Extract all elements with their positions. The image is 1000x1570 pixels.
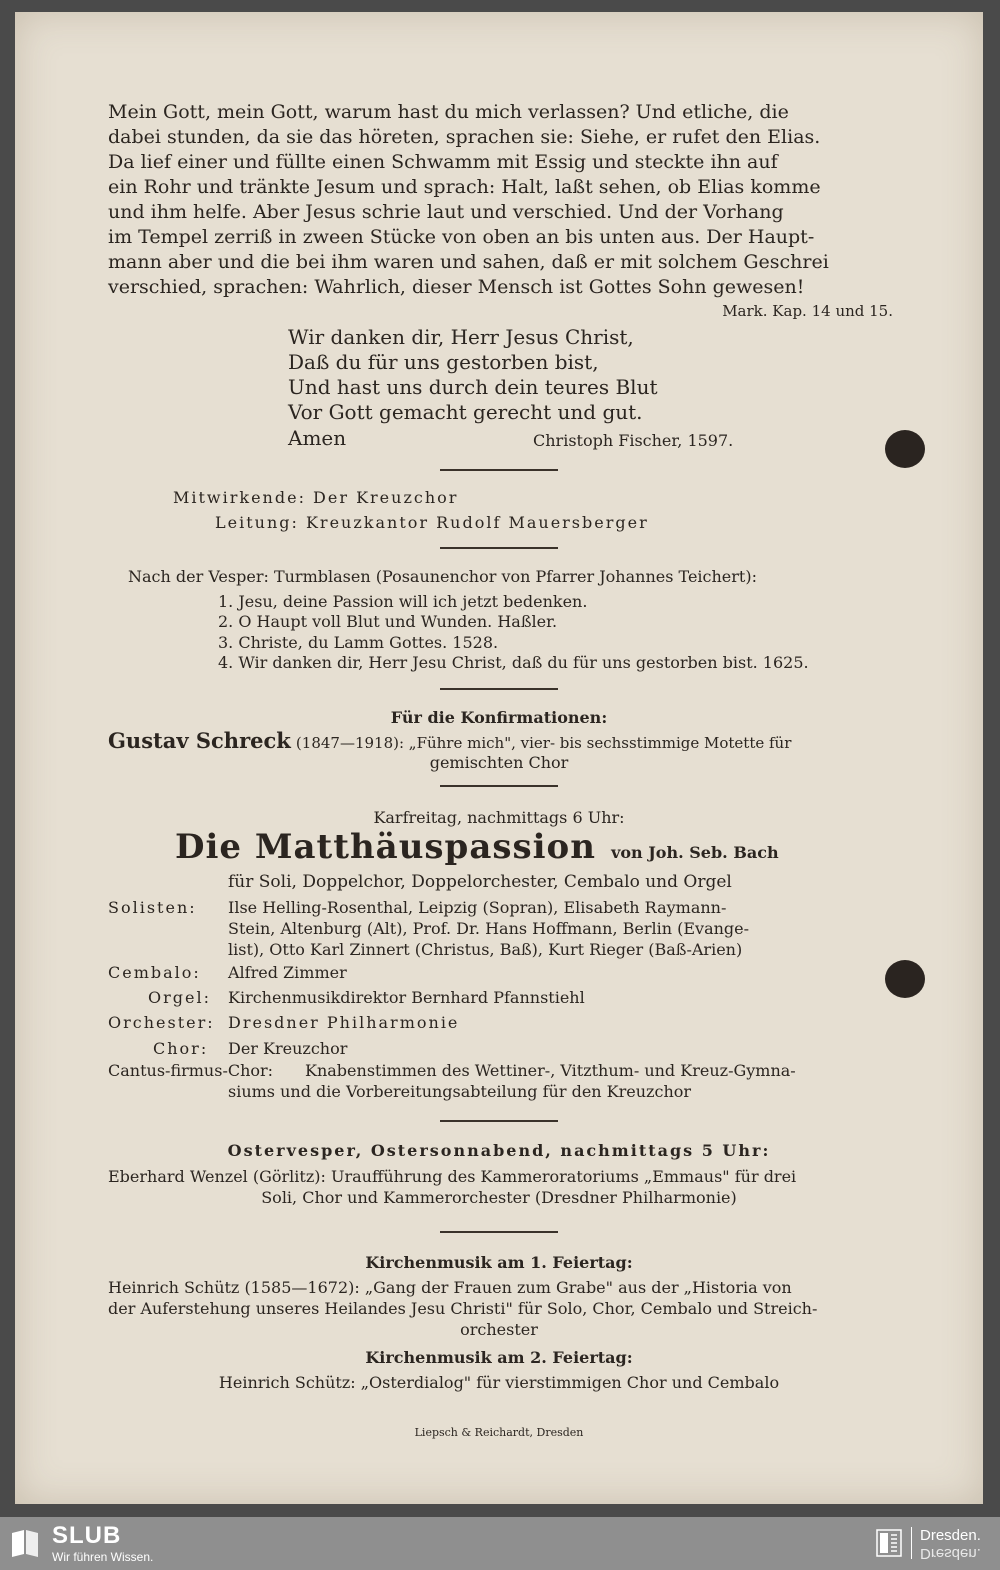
tower-item: 3. Christe, du Lamm Gottes. 1528. [218,633,499,652]
footer-bar [0,1517,1000,1570]
cantus-line: Knabenstimmen des Wettiner-, Vitzthum- und Kreuz-Gymna- [305,1061,796,1080]
holiday2-line: Heinrich Schütz: „Osterdialog" für vierstimmigen Chor und Cembalo [218,1373,780,1392]
tower-heading: Nach der Vesper: Turmblasen (Posaunenchor von Pfarrer Johannes Teichert): [128,567,757,586]
dresden-label: Dresden. [920,1527,981,1544]
hymn-author: Christoph Fischer, 1597. [533,431,734,450]
orchestra-label: Orchester: [108,1013,215,1032]
divider [440,547,558,549]
holiday1-heading: Kirchenmusik am 1. Feiertag: [365,1253,633,1272]
hymn-line: Wir danken dir, Herr Jesus Christ, [288,325,634,349]
hymn-line: Daß du für uns gestorben bist, [288,350,599,374]
holiday1-line: Heinrich Schütz (1585—1672): „Gang der Frauen zum Grabe" aus der „Historia von [108,1278,792,1297]
easter-vesper-line: Soli, Chor und Kammerorchester (Dresdner Philharmonie) [261,1188,737,1207]
easter-vesper-line: Eberhard Wenzel (Görlitz): Uraufführung des Kammeroratoriums „Emmaus" für drei [108,1167,797,1186]
cembalo-label: Cembalo: [108,963,201,982]
document-page [15,12,983,1504]
divider [440,688,558,690]
tower-item: 4. Wir danken dir, Herr Jesu Christ, daß du für uns gestorben bist. 1625. [218,653,809,672]
footer-separator [911,1527,912,1559]
holiday2-heading: Kirchenmusik am 2. Feiertag: [365,1348,633,1367]
passion-scoring: für Soli, Doppelchor, Doppelorchester, Cembalo und Orgel [228,872,732,892]
cembalo-value: Alfred Zimmer [228,963,347,982]
organ-value: Kirchenmusikdirektor Bernhard Pfannstiehl [228,988,585,1007]
confirmation-line [108,728,791,754]
soloists-label: Solisten: [108,898,197,917]
participants-line: Mitwirkende: Der Kreuzchor [173,488,459,507]
gospel-line: und ihm helfe. Aber Jesus schrie laut und verschied. Und der Vorhang [108,201,784,223]
composer-name: Gustav Schreck [108,728,291,753]
composer-work: (1847—1918): „Führe mich", vier- bis sechsstimmige Motette für [295,734,792,752]
gospel-line: ein Rohr und tränkte Jesum und sprach: Halt, laßt sehen, ob Elias komme [108,176,821,198]
punch-hole [885,960,925,998]
confirmation-line2: gemischten Chor [429,753,569,772]
gospel-line: dabei stunden, da sie das höreten, sprachen sie: Siehe, er rufet den Elias. [108,126,821,148]
gospel-line: im Tempel zerriß in zween Stücke von oben an bis unten aus. Der Haupt- [108,226,815,248]
divider [440,1120,558,1122]
soloists-line: Stein, Altenburg (Alt), Prof. Dr. Hans Hoffmann, Berlin (Evange- [228,919,750,938]
gospel-line: Mein Gott, mein Gott, warum hast du mich verlassen? Und etliche, die [108,101,789,123]
hymn-amen: Amen [288,426,347,450]
divider [440,785,558,787]
confirmation-heading: Für die Konfirmationen: [390,708,608,727]
slub-brand[interactable]: SLUB [52,1522,122,1549]
cantus-line: siums und die Vorbereitungsabteilung für den Kreuzchor [228,1082,692,1101]
tower-item: 1. Jesu, deine Passion will ich jetzt bedenken. [218,592,588,611]
slub-tagline: Wir führen Wissen. [52,1550,154,1564]
soloists-line: list), Otto Karl Zinnert (Christus, Baß), Kurt Rieger (Baß-Arien) [228,940,743,959]
passion-composer: von Joh. Seb. Bach [611,843,779,862]
holiday1-line: der Auferstehung unseres Heilandes Jesu Christi" für Solo, Chor, Cembalo und Streich- [108,1299,818,1318]
gospel-line: Da lief einer und füllte einen Schwamm mit Essig und steckte ihn auf [108,151,778,173]
printer-imprint: Liepsch & Reichardt, Dresden [414,1426,584,1439]
gospel-line: verschied, sprachen: Wahrlich, dieser Mensch ist Gottes Sohn gewesen! [108,276,805,298]
conductor-line: Leitung: Kreuzkantor Rudolf Mauersberger [215,513,649,532]
goodfriday-heading: Karfreitag, nachmittags 6 Uhr: [373,808,625,827]
dresden-label-mirrored: Dresden. [920,1545,981,1562]
divider [440,469,558,471]
tower-item: 2. O Haupt voll Blut und Wunden. Haßler. [218,612,558,631]
soloists-line: Ilse Helling-Rosenthal, Leipzig (Sopran), Elisabeth Raymann- [228,898,727,917]
gospel-line: mann aber und die bei ihm waren und sahen, daß er mit solchem Geschrei [108,251,829,273]
choir-label: Chor: [153,1039,209,1058]
passion-title: Die Matthäuspassion [175,827,596,867]
slub-book-icon [10,1527,40,1557]
hymn-line: Und hast uns durch dein teures Blut [288,375,658,399]
scripture-reference: Mark. Kap. 14 und 15. [722,302,893,320]
orchestra-value: Dresdner Philharmonie [228,1013,460,1032]
passion-title-line [175,827,779,867]
organ-label: Orgel: [148,988,211,1007]
punch-hole [885,430,925,468]
dresden-crest-icon [876,1529,902,1557]
cantus-label: Cantus-firmus-Chor: [108,1061,274,1080]
divider [440,1231,558,1233]
holiday1-line: orchester [460,1320,538,1339]
hymn-line: Vor Gott gemacht gerecht und gut. [288,400,643,424]
easter-vesper-heading: Ostervesper, Ostersonnabend, nachmittags 5 Uhr: [227,1141,771,1160]
choir-value: Der Kreuzchor [228,1039,348,1058]
